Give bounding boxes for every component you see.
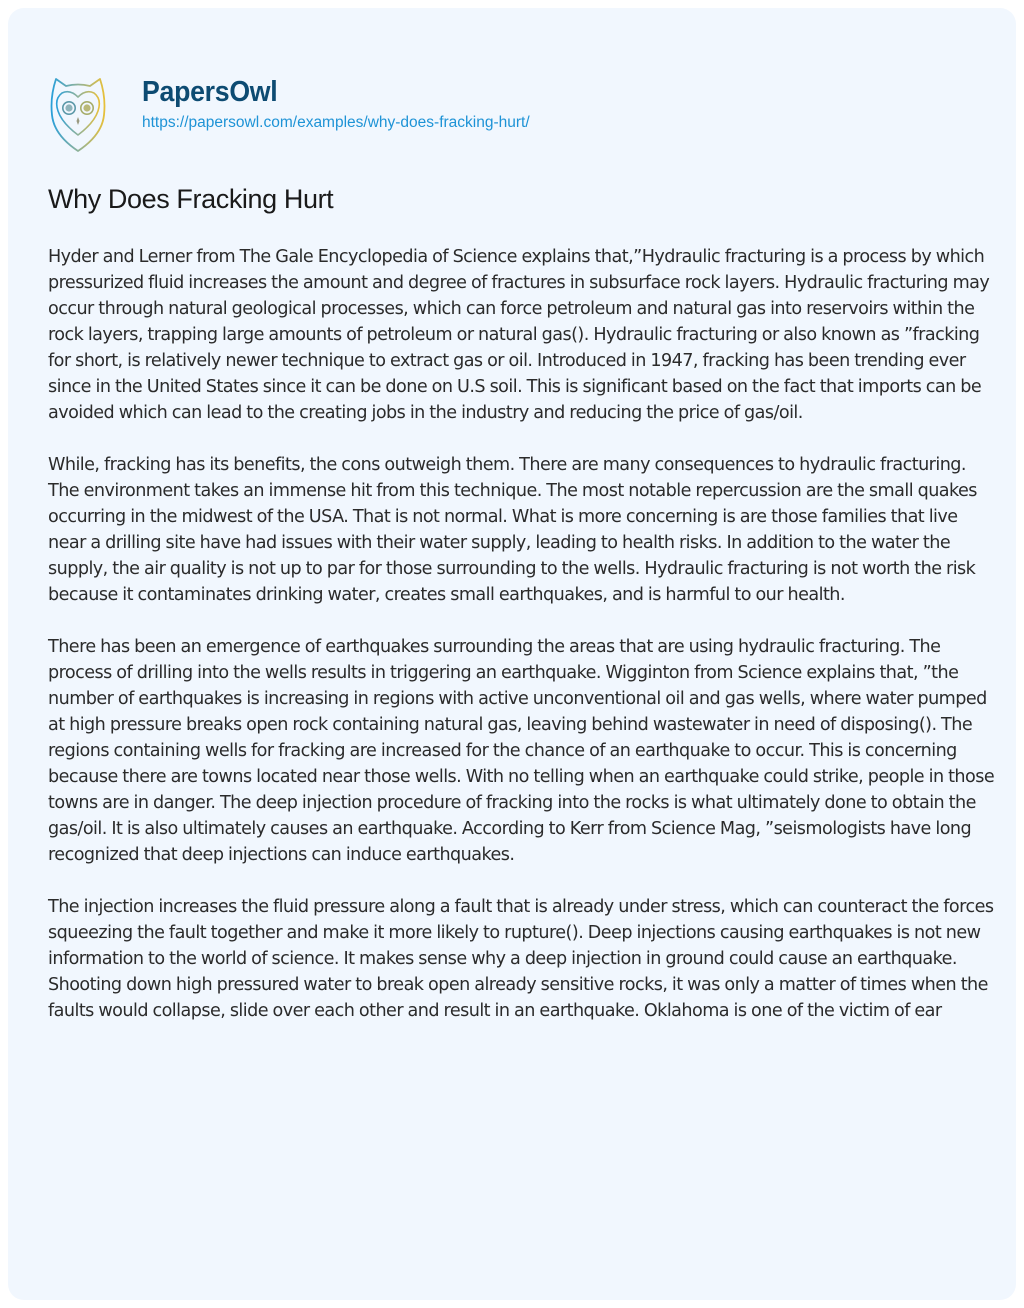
paragraph: There has been an emergence of earthquakes surrounding the areas that are using hydraulic fracturing. The process of drilling into the wells results in triggering an earthquake. Wigginton from Science explains that, ”the number of earthquakes is increasing in regions with active unconventional oil and gas wells, where water pumped at high pressure breaks open rock containing natural gas, leaving behind wastewater in need of disposing(). The regions containing wells for fracking are increased for the chance of an earthquake to occur. This is concerning because there are towns located near those wells. With no telling when an earthquake could strike, people in those towns are in danger. The deep injection procedure of fracking into the rocks is what ultimately done to obtain the gas/oil. It is also ultimately causes an earthquake. According to Kerr from Science Mag, ”seismologists have long recognized that deep injections can induce earthquakes. <box>48 637 995 865</box>
site-header <box>48 75 530 155</box>
document-title: Why Does Fracking Hurt <box>48 184 334 214</box>
paragraph: While, fracking has its benefits, the cons outweigh them. There are many consequences to hydraulic fracturing. The environment takes an immense hit from this technique. The most notable repercussion are the small quakes occurring in the midwest of the USA. That is not normal. What is more concerning is are those families that live near a drilling site have had issues with their water supply, leading to health risks. In addition to the water the supply, the air quality is not up to par for those surrounding to the wells. Hydraulic fracturing is not worth the risk because it contaminates drinking water, creates small earthquakes, and is harmful to our health. <box>48 455 977 605</box>
brand-block <box>142 75 530 133</box>
source-url-link[interactable]: https://papersowl.com/examples/why-does-fracking-hurt/ <box>142 114 530 131</box>
document-card <box>8 8 1016 1300</box>
owl-logo-icon[interactable] <box>48 75 108 155</box>
document-body <box>48 244 998 1050</box>
paragraph: The injection increases the fluid pressure along a fault that is already under stress, which can counteract the forces squeezing the fault together and make it more likely to rupture(). Deep injections causing earthquakes is not new information to the world of science. It makes sense why a deep injection in ground could cause an earthquake. Shooting down high pressured water to break open already sensitive rocks, it was only a matter of times when the faults would collapse, slide over each other and result in an earthquake. Oklahoma is one of the victim of ear <box>48 897 994 1021</box>
paragraph: Hyder and Lerner from The Gale Encyclopedia of Science explains that,”Hydraulic fracturing is a process by which pressurized fluid increases the amount and degree of fractures in subsurface rock layers. Hydraulic fracturing may occur through natural geological processes, which can force petroleum and natural gas into reservoirs within the rock layers, trapping large amounts of petroleum or natural gas(). Hydraulic fracturing or also known as ”fracking for short, is relatively newer technique to extract gas or oil. Introduced in 1947, fracking has been trending ever since in the United States since it can be done on U.S soil. This is significant based on the fact that imports can be avoided which can lead to the creating jobs in the industry and reducing the price of gas/oil. <box>48 247 990 423</box>
brand-name[interactable]: PapersOwl <box>142 76 278 108</box>
